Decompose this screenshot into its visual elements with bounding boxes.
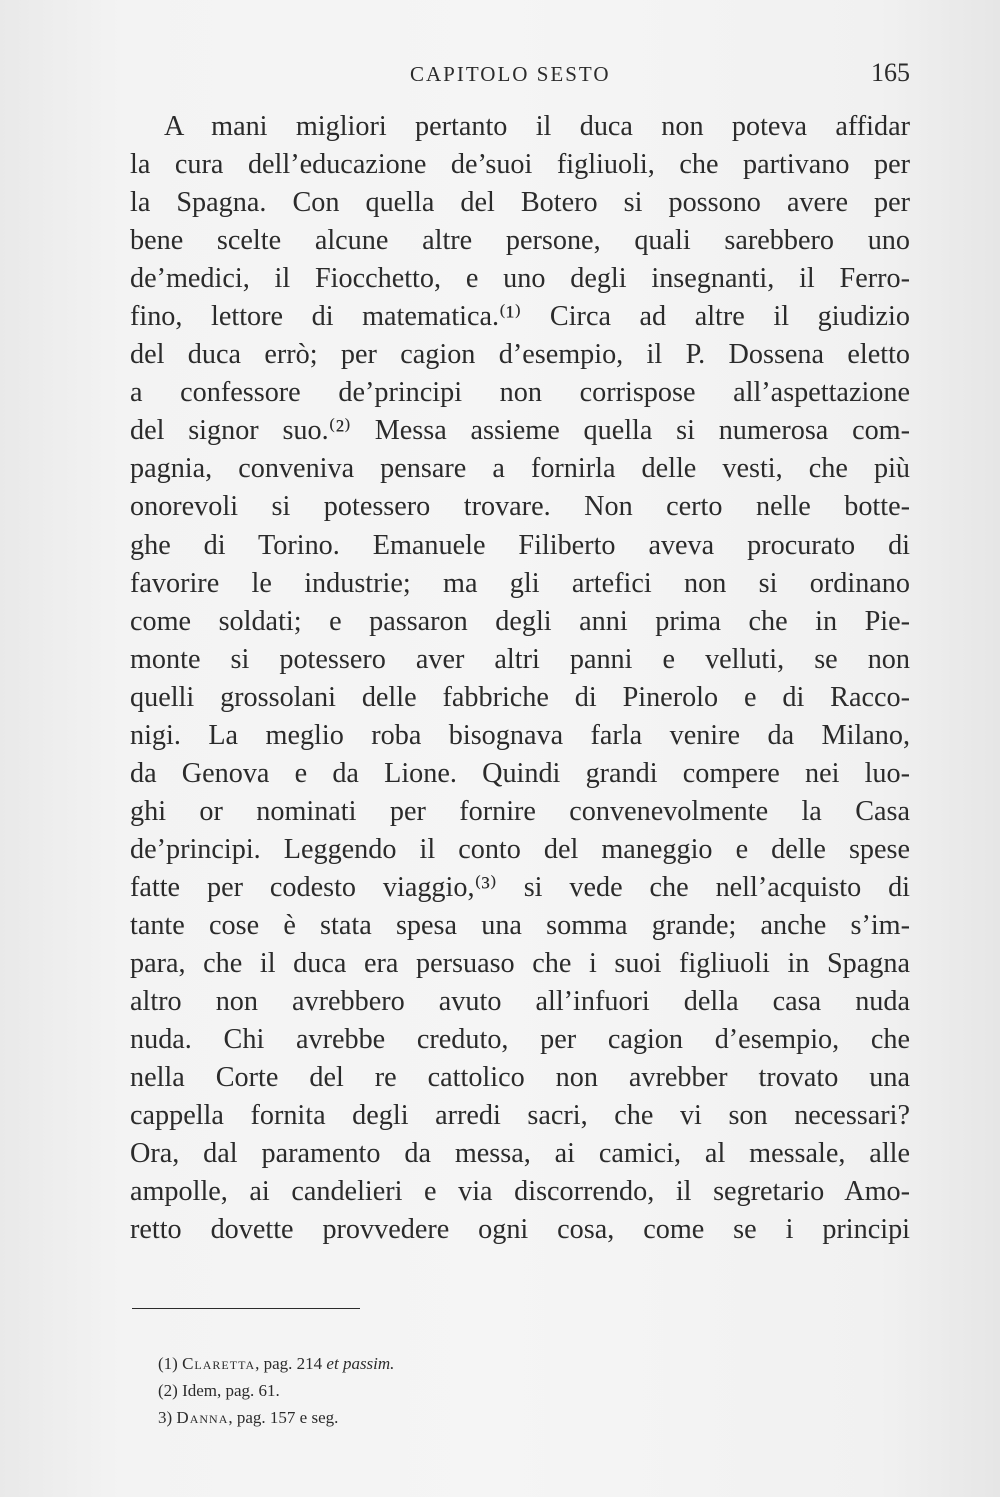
text-line: A mani migliori pertanto il duca non poteva affidar — [164, 111, 910, 142]
text-line: fino, lettore di matematica.⁽¹⁾ Circa ad altre il giudizio — [130, 301, 910, 333]
footnote-marker: (2) — [158, 1381, 178, 1400]
text-line: quelli grossolani delle fabbriche di Pinerolo e di Racco- — [130, 681, 910, 713]
footnote-reference: , pag. 214 — [255, 1354, 327, 1373]
text-line: da Genova e da Lione. Quindi grandi compere nei luo- — [130, 757, 910, 789]
text-line: come soldati; e passaron degli anni prima che in Pie- — [130, 605, 910, 637]
text-line: a confessore de’principi non corrispose all’aspettazione — [130, 377, 910, 409]
text-line: nella Corte del re cattolico non avrebber trovato una — [130, 1062, 910, 1094]
footnotes — [158, 1350, 758, 1431]
text-line: retto dovette provvedere ogni cosa, come se i principi — [130, 1214, 910, 1246]
text-line: la Spagna. Con quella del Botero si possono avere per — [130, 187, 910, 219]
text-line: para, che il duca era persuaso che i suoi figliuoli in Spagna — [130, 948, 910, 980]
footnote-italic: et passim. — [326, 1354, 395, 1373]
text-line: favorire le industrie; ma gli artefici non si ordinano — [130, 567, 910, 599]
text-line: pagnia, conveniva pensare a fornirla delle vesti, che più — [130, 453, 910, 485]
footnote-divider — [132, 1308, 360, 1309]
footnote-1 — [158, 1350, 758, 1377]
text-line: tante cose è stata spesa una somma grande; anche s’im- — [130, 909, 910, 941]
page-number: 165 — [871, 58, 910, 87]
text-line: onorevoli si potessero trovare. Non certo nelle botte- — [130, 491, 910, 523]
text-line: monte si potessero aver altri panni e velluti, se non — [130, 643, 910, 675]
text-line: altro non avrebbero avuto all’infuori della casa nuda — [130, 986, 910, 1018]
text-line: del signor suo.⁽²⁾ Messa assieme quella si numerosa com- — [130, 415, 910, 447]
footnote-author: Danna — [176, 1408, 229, 1427]
text-line: la cura dell’educazione de’suoi figliuoli, che partivano per — [130, 149, 910, 181]
footnote-marker: (1) — [158, 1354, 178, 1373]
text-line: bene scelte alcune altre persone, quali sarebbero uno — [130, 225, 910, 257]
chapter-title: CAPITOLO SESTO — [410, 62, 611, 86]
footnote-2 — [158, 1377, 758, 1404]
footnote-reference: Idem, pag. 61. — [182, 1381, 280, 1400]
footnote-author: Claretta — [182, 1354, 256, 1373]
footnote-marker: 3) — [158, 1408, 173, 1427]
text-line: cappella fornita degli arredi sacri, che vi son necessari? — [130, 1100, 910, 1132]
text-line: del duca errò; per cagion d’esempio, il P. Dossena eletto — [130, 339, 910, 371]
text-line: ampolle, ai candelieri e via discorrendo, il segretario Amo- — [130, 1176, 910, 1208]
body-text — [130, 108, 910, 1249]
text-line: de’principi. Leggendo il conto del maneggio e delle spese — [130, 833, 910, 865]
footnote-reference: , pag. 157 e seg. — [228, 1408, 339, 1427]
text-line: ghe di Torino. Emanuele Filiberto aveva procurato di — [130, 529, 910, 561]
text-line: ghi or nominati per fornire convenevolmente la Casa — [130, 795, 910, 827]
text-line: nuda. Chi avrebbe creduto, per cagion d’esempio, che — [130, 1024, 910, 1056]
footnote-3 — [158, 1404, 758, 1431]
text-line: de’medici, il Fiocchetto, e uno degli insegnanti, il Ferro- — [130, 263, 910, 295]
text-line: nigi. La meglio roba bisognava farla venire da Milano, — [130, 719, 910, 751]
text-line: fatte per codesto viaggio,⁽³⁾ si vede che nell’acquisto di — [130, 871, 910, 903]
running-head — [130, 58, 910, 92]
text-line: Ora, dal paramento da messa, ai camici, al messale, alle — [130, 1138, 910, 1170]
